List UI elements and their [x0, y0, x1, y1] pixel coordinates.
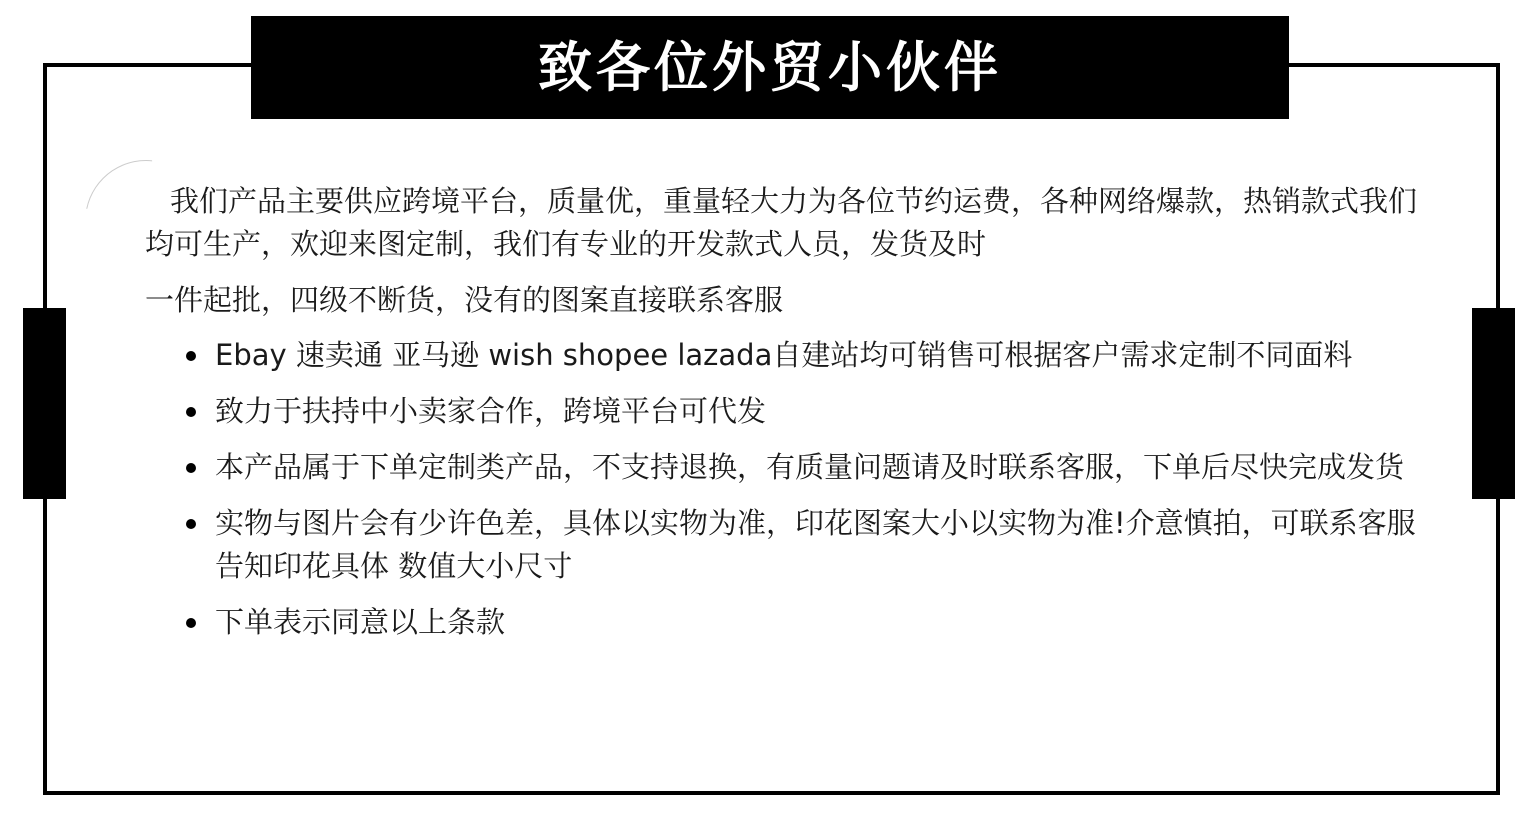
bullet-dot-icon	[186, 519, 196, 529]
list-item	[145, 446, 1435, 489]
terms-list	[145, 334, 1435, 644]
right-side-tab	[1472, 308, 1515, 499]
list-item-text: Ebay 速卖通 亚马逊 wish shopee lazada自建站均可销售可根据客户需求定制不同面料	[215, 338, 1353, 372]
title-banner	[251, 16, 1289, 119]
list-item-text: 致力于扶持中小卖家合作，跨境平台可代发	[215, 394, 767, 428]
intro-paragraph-1: 我们产品主要供应跨境平台，质量优，重量轻大力为各位节约运费，各种网络爆款，热销款式我们均可生产，欢迎来图定制，我们有专业的开发款式人员，发货及时	[145, 184, 1418, 261]
list-item	[145, 390, 1435, 433]
bullet-dot-icon	[186, 407, 196, 417]
notice-content	[145, 180, 1435, 657]
list-item	[145, 601, 1435, 644]
bullet-dot-icon	[186, 463, 196, 473]
list-item	[145, 334, 1435, 377]
page-title: 致各位外贸小伙伴	[538, 35, 1002, 99]
list-item-text: 实物与图片会有少许色差，具体以实物为准，印花图案大小以实物为准!介意慎拍，可联系客服告知印花具体 数值大小尺寸	[215, 506, 1416, 583]
list-item	[145, 502, 1435, 588]
list-item-text: 下单表示同意以上条款	[215, 605, 506, 639]
bullet-dot-icon	[186, 618, 196, 628]
bullet-dot-icon	[186, 351, 196, 361]
intro-section	[145, 180, 1435, 322]
left-side-tab	[23, 308, 66, 499]
list-item-text: 本产品属于下单定制类产品，不支持退换，有质量问题请及时联系客服，下单后尽快完成发货	[215, 450, 1405, 484]
intro-paragraph-2: 一件起批，四级不断货，没有的图案直接联系客服	[145, 283, 784, 317]
